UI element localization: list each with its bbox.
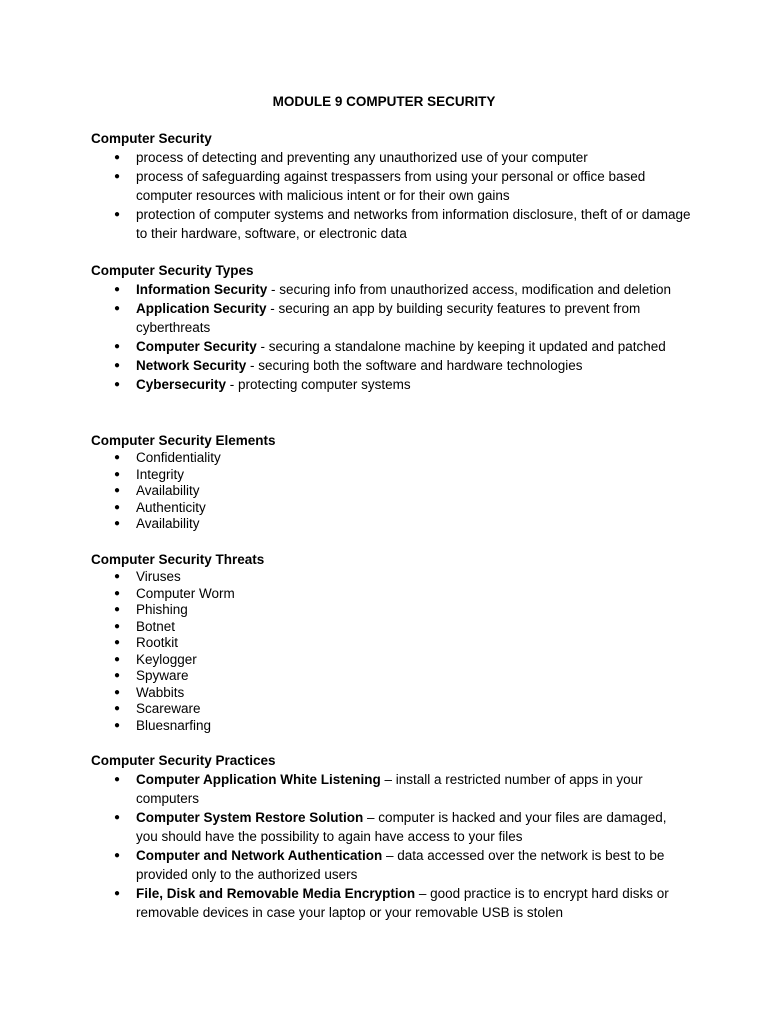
bullet-icon: ● bbox=[114, 637, 121, 648]
bullet-icon: ● bbox=[114, 719, 121, 731]
list-item: ● Information Security - securing info from unauthorized access, modification and deletion bbox=[114, 282, 672, 297]
list-item: ● Botnet bbox=[114, 618, 176, 634]
bullet-icon: ● bbox=[114, 604, 121, 615]
list-item: ● Wabbits bbox=[114, 684, 185, 700]
list-item: ● Viruses bbox=[114, 569, 181, 584]
list-item: ● Rootkit bbox=[114, 635, 179, 650]
list-item: ● process of safeguarding against trespassers from using your personal or office based computer resources with malicious intent or for their own gains bbox=[114, 169, 646, 203]
bullet-icon: ● bbox=[114, 620, 121, 632]
term-label: File, Disk and Removable Media Encryption bbox=[136, 886, 416, 901]
list-item: ● File, Disk and Removable Media Encryption – good practice is to encrypt hard disks or removable devices in case your laptop or your removable USB is stolen bbox=[114, 886, 669, 920]
bullet-icon: ● bbox=[114, 468, 121, 480]
list-item: ● Bluesnarfing bbox=[114, 717, 212, 733]
bullet-icon: ● bbox=[114, 686, 121, 698]
list-item: ● Confidentiality bbox=[114, 450, 221, 465]
bullet-icon: ● bbox=[114, 303, 121, 314]
bullet-icon: ● bbox=[114, 379, 121, 390]
bullet-icon: ● bbox=[114, 152, 121, 163]
list-item: ● Availability bbox=[114, 483, 200, 498]
bullet-icon: ● bbox=[114, 171, 121, 182]
bullet-icon: ● bbox=[114, 812, 121, 823]
bullet-icon: ● bbox=[114, 501, 121, 513]
bullet-icon: ● bbox=[114, 653, 121, 665]
list-item: ● Cybersecurity - protecting computer systems bbox=[114, 377, 411, 392]
list-item: ● Computer System Restore Solution – computer is hacked and your files are damaged, you should have the possibility to again have access to your files bbox=[114, 810, 667, 844]
bullet-icon: ● bbox=[114, 888, 121, 899]
section-heading: Computer Security Practices bbox=[91, 753, 276, 768]
term-label: Cybersecurity bbox=[136, 377, 227, 392]
term-label: Computer Application White Listening bbox=[136, 772, 381, 787]
bullet-icon: ● bbox=[114, 850, 121, 861]
bullet-icon: ● bbox=[114, 670, 121, 681]
bullet-icon: ● bbox=[114, 587, 121, 599]
bullet-list bbox=[91, 280, 691, 394]
list-item: ● Availability bbox=[114, 516, 200, 531]
list-item: ● process of detecting and preventing any unauthorized use of your computer bbox=[114, 150, 588, 165]
bullet-list bbox=[91, 770, 691, 922]
bullet-icon: ● bbox=[114, 209, 121, 220]
list-item: ● Spyware bbox=[114, 668, 189, 683]
section-heading: Computer Security Types bbox=[91, 263, 254, 278]
bullet-list bbox=[91, 569, 691, 734]
bullet-icon: ● bbox=[114, 360, 121, 371]
list-item: ● Computer Security - securing a standalone machine by keeping it updated and patched bbox=[114, 339, 666, 354]
term-label: Network Security bbox=[136, 358, 247, 373]
term-label: Computer and Network Authentication bbox=[136, 848, 383, 863]
bullet-icon: ● bbox=[114, 518, 121, 529]
bullet-icon: ● bbox=[114, 774, 121, 785]
list-item: ● Computer and Network Authentication – data accessed over the network is best to be provided only to the authorized users bbox=[114, 848, 665, 882]
bullet-list bbox=[91, 148, 691, 243]
list-item: ● Authenticity bbox=[114, 499, 206, 515]
bullet-icon: ● bbox=[114, 452, 121, 463]
list-item: ● Computer Application White Listening – install a restricted number of apps in your computers bbox=[114, 772, 643, 806]
list-item: ● Integrity bbox=[114, 466, 185, 482]
section-computer-security-threats bbox=[91, 550, 691, 734]
term-label: Application Security bbox=[136, 301, 267, 316]
section-computer-security-types bbox=[91, 261, 691, 394]
list-item: ● Keylogger bbox=[114, 651, 197, 667]
term-label: Information Security bbox=[136, 282, 268, 297]
bullet-icon: ● bbox=[114, 571, 121, 582]
bullet-icon: ● bbox=[114, 284, 121, 295]
bullet-icon: ● bbox=[114, 703, 121, 714]
list-item: ● Application Security - securing an app by building security features to prevent from cyberthreats bbox=[114, 301, 641, 335]
bullet-list bbox=[91, 450, 691, 533]
page-title: MODULE 9 COMPUTER SECURITY bbox=[272, 94, 496, 109]
term-label: Computer Security bbox=[136, 339, 257, 354]
section-computer-security bbox=[91, 129, 691, 243]
section-computer-security-elements bbox=[91, 431, 691, 533]
section-heading: Computer Security bbox=[91, 131, 212, 146]
bullet-icon: ● bbox=[114, 341, 121, 352]
list-item: ● Phishing bbox=[114, 602, 188, 617]
term-label: Computer System Restore Solution bbox=[136, 810, 364, 825]
list-item: ● protection of computer systems and networks from information disclosure, theft of or damage to their hardware, software, or electronic data bbox=[114, 207, 691, 241]
section-heading: Computer Security Threats bbox=[91, 552, 265, 567]
section-heading: Computer Security Elements bbox=[91, 433, 276, 448]
list-item: ● Scareware bbox=[114, 701, 201, 716]
section-computer-security-practices bbox=[91, 751, 691, 922]
list-item: ● Computer Worm bbox=[114, 585, 235, 601]
bullet-icon: ● bbox=[114, 485, 121, 496]
list-item: ● Network Security - securing both the software and hardware technologies bbox=[114, 358, 583, 373]
